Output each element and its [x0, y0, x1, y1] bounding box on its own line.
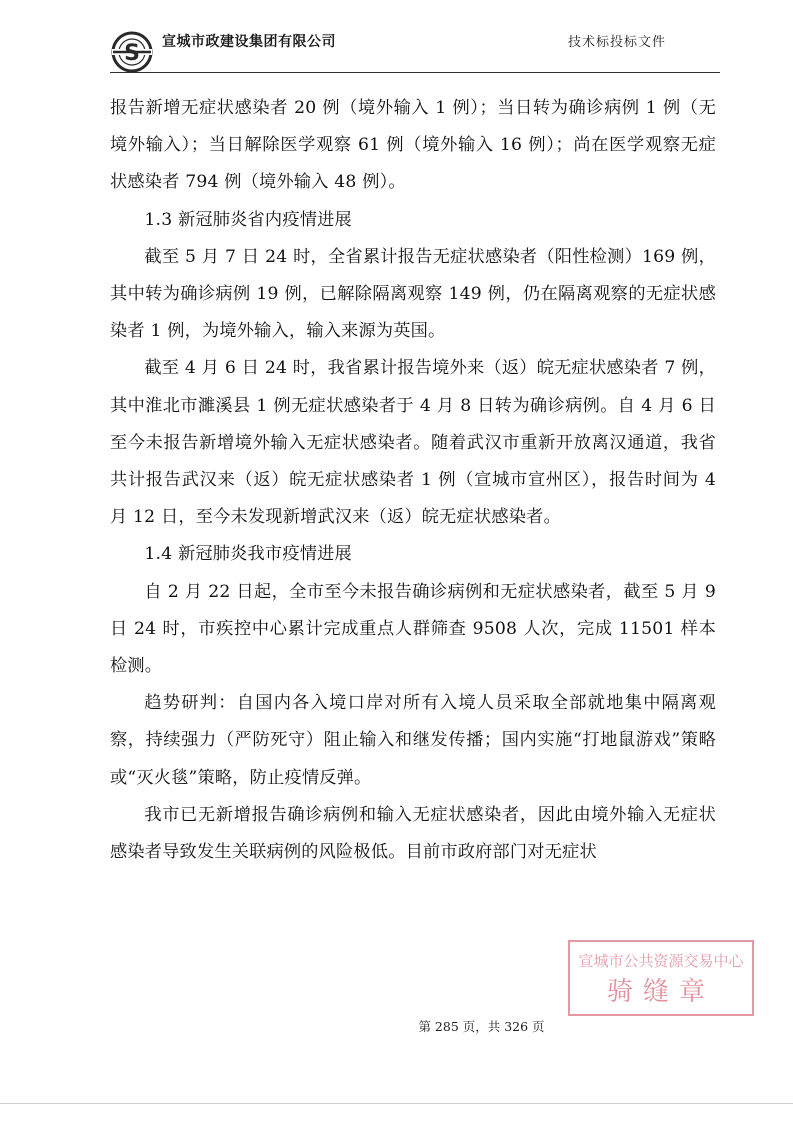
section-heading-1-4: 1.4 新冠肺炎我市疫情进展	[144, 544, 352, 565]
seam-seal-stamp	[568, 940, 754, 1016]
paragraph-province-2: 截至 4 月 6 日 24 时，我省累计报告境外来（返）皖无症状感染者 7 例，其中淮北市濉溪县 1 例无症状感染者于 4 月 8 日转为确诊病例。自 4 月 6 日至今未报告新增境外输入无症状感染者。随着武汉市重新开放离汉通道，我省共计报告武汉来（返）皖无症状感染者 1 例（宣城市宣州区），报告时间为 4 月 12 日，至今未发现新增武汉来（返）皖无症状感染者。	[110, 358, 716, 528]
page-number: 第 285 页，共 326 页	[418, 1019, 545, 1034]
paragraph-continuation: 报告新增无症状感染者 20 例（境外输入 1 例）；当日转为确诊病例 1 例（无境外输入）；当日解除医学观察 61 例（境外输入 16 例）；尚在医学观察无症状感染者 794 例（境外输入 48 例）。	[110, 98, 716, 193]
header-divider	[110, 72, 720, 73]
seal-line-1: 宣城市公共资源交易中心	[578, 952, 744, 970]
logo-letter: S	[124, 41, 140, 66]
document-body	[110, 90, 716, 871]
footer-divider	[0, 1103, 793, 1104]
page-header	[0, 0, 793, 90]
paragraph-city-2: 我市已无新增报告确诊病例和输入无症状感染者，因此由境外输入无症状感染者导致发生关联病例的风险极低。目前市政府部门对无症状	[110, 804, 716, 863]
company-logo-icon	[110, 30, 154, 74]
paragraph-trend: 趋势研判：自国内各入境口岸对所有入境人员采取全部就地集中隔离观察，持续强力（严防死守）阻止输入和继发传播；国内实施“打地鼠游戏”策略或“灭火毯”策略，防止疫情反弹。	[110, 693, 716, 788]
document-type: 技术标投标文件	[568, 35, 667, 50]
section-heading-1-3: 1.3 新冠肺炎省内疫情进展	[144, 209, 352, 230]
paragraph-city-1: 自 2 月 22 日起，全市至今未报告确诊病例和无症状感染者，截至 5 月 9 日 24 时，市疾控中心累计完成重点人群筛查 9508 人次，完成 11501 样本检测。	[110, 581, 716, 677]
seal-line-2: 骑缝章	[606, 977, 716, 1007]
paragraph-province-1: 截至 5 月 7 日 24 时，全省累计报告无症状感染者（阳性检测）169 例，其中转为确诊病例 19 例，已解除隔离观察 149 例，仍在隔离观察的无症状感染者 1 例，为境外输入，输入来源为英国。	[110, 246, 716, 342]
company-name: 宣城市政建设集团有限公司	[162, 34, 336, 50]
